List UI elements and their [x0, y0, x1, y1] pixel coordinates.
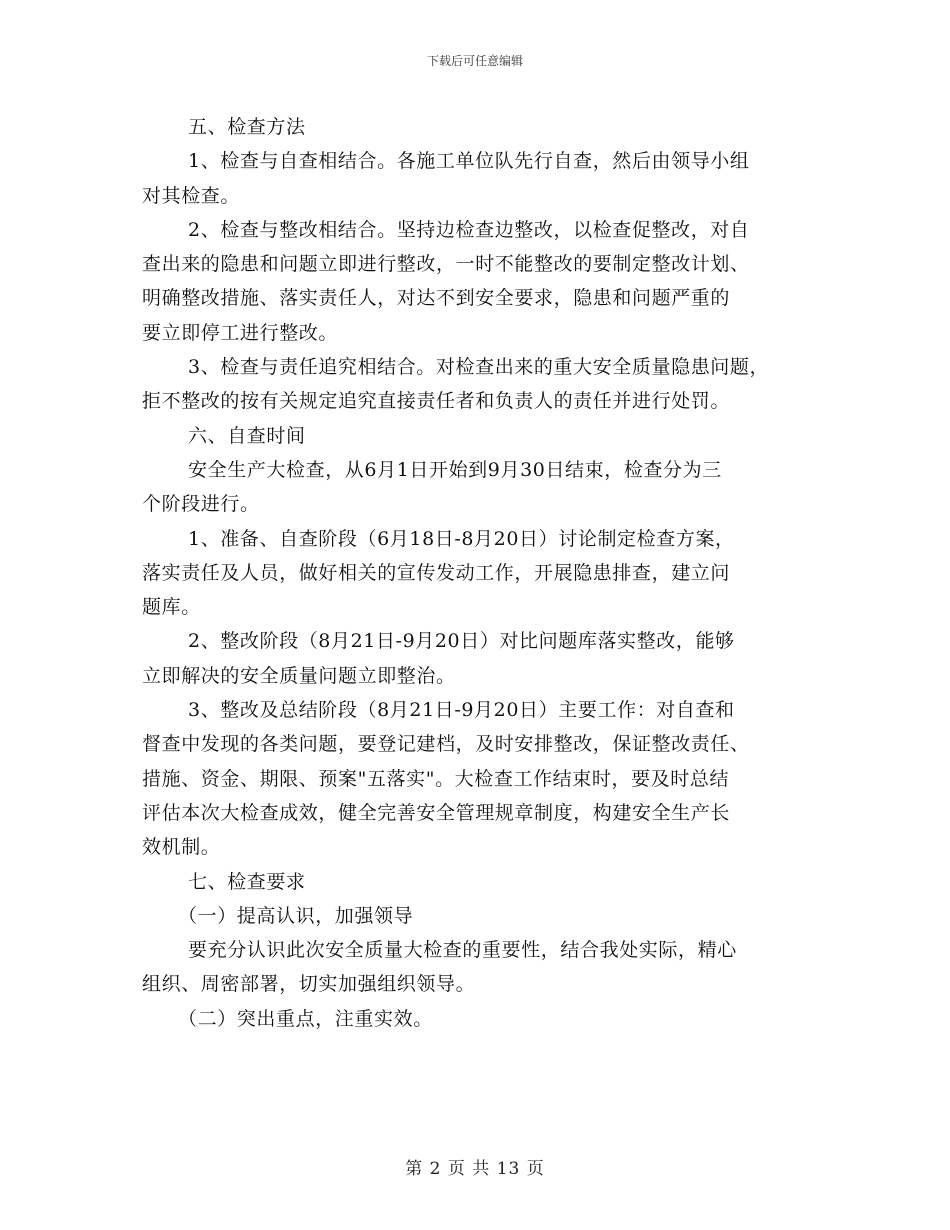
text-line: 立即解决的安全质量问题立即整治。	[142, 664, 456, 687]
text-line: 要充分认识此次安全质量大检查的重要性，结合我处实际，精心	[188, 939, 737, 962]
text-line: 对其检查。	[142, 184, 241, 207]
text-line: 拒不整改的按有关规定追究直接责任者和负责人的责任并进行处罚。	[142, 390, 731, 413]
text-line: 1、检查与自查相结合。各施工单位队先行自查，然后由领导小组	[188, 150, 750, 173]
text-line: 督查中发现的各类问题，要登记建档，及时安排整改，保证整改责任、	[142, 733, 750, 756]
text-line: 组织、周密部署，切实加强组织领导。	[142, 973, 476, 996]
text-line: 要立即停工进行整改。	[142, 321, 339, 344]
text-line: 落实责任及人员，做好相关的宣传发动工作，开展隐患排查，建立问	[142, 561, 731, 584]
text-line: 七、检查要求	[188, 870, 306, 893]
text-line: 3、检查与责任追究相结合。对检查出来的重大安全质量隐患问题，	[188, 356, 770, 379]
text-line: （二）突出重点，注重实效。	[178, 1007, 433, 1030]
text-line: 题库。	[142, 596, 201, 619]
page-number-footer: 第 2 页 共 13 页	[405, 1159, 545, 1179]
text-line: 2、检查与整改相结合。坚持边检查边整改，以检查促整改，对自	[188, 218, 750, 241]
text-line: 3、整改及总结阶段（8月21日-9月20日）主要工作：对自查和	[188, 699, 735, 722]
text-line: （一）提高认识，加强领导	[178, 904, 414, 927]
text-line: 2、整改阶段（8月21日-9月20日）对比问题库落实整改，能够	[188, 630, 735, 653]
text-line: 个阶段进行。	[142, 493, 260, 516]
text-line: 五、检查方法	[188, 116, 306, 138]
document-body	[142, 110, 832, 1036]
text-line: 六、自查时间	[188, 424, 306, 447]
text-line: 查出来的隐患和问题立即进行整改，一时不能整改的要制定整改计划、	[142, 253, 750, 276]
text-line: 明确整改措施、落实责任人，对达不到安全要求，隐患和问题严重的	[142, 287, 731, 310]
text-line: 措施、资金、期限、预案"五落实"。大检查工作结束时，要及时总结	[142, 767, 730, 790]
text-line: 效机制。	[142, 836, 221, 859]
page-header: 下载后可任意编辑	[426, 54, 523, 68]
text-line: 安全生产大检查，从6月1日开始到9月30日结束，检查分为三	[188, 458, 722, 481]
text-line: 1、准备、自查阶段（6月18日-8月20日）讨论制定检查方案，	[188, 527, 735, 550]
text-line: 评估本次大检查成效，健全完善安全管理规章制度，构建安全生产长	[142, 801, 731, 824]
